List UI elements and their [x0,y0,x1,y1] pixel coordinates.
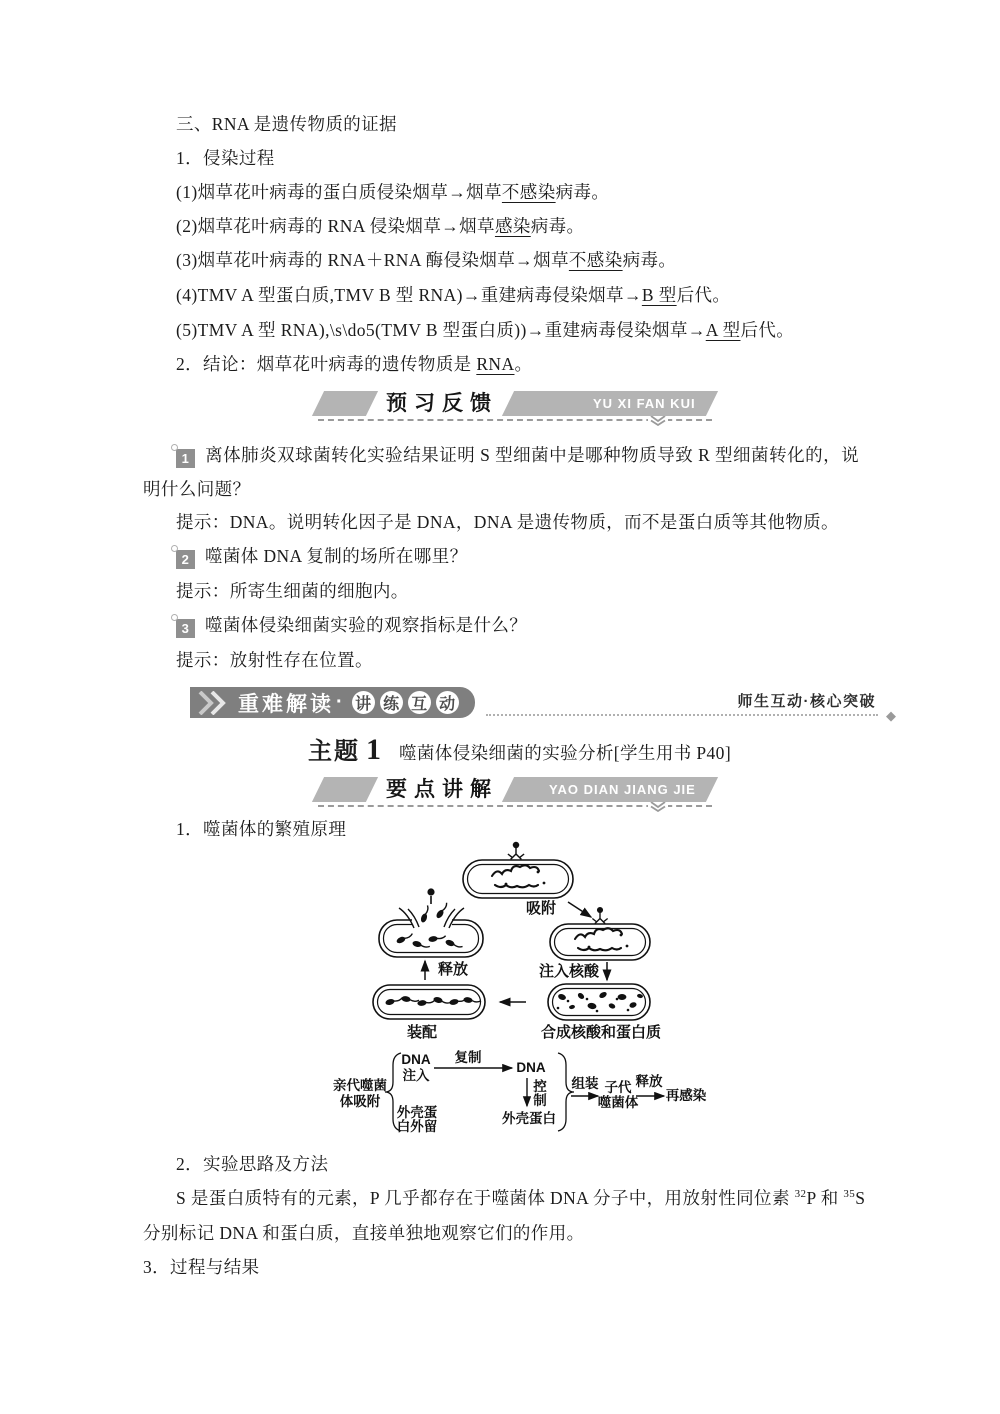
circle-char-4: 动 [436,691,459,714]
answer-1: 提示：DNA。说明转化因子是 DNA，DNA 是遗传物质，而不是蛋白质等其他物质。 [176,512,839,532]
item1-text: (1)烟草花叶病毒的蛋白质侵染烟草→烟草 [176,182,502,202]
question-2 [176,544,468,569]
question-3 [176,613,527,638]
question-1 [143,438,859,506]
conclusion-text: 2．结论：烟草花叶病毒的遗传物质是 [176,354,477,374]
process-result-title: 3．过程与结果 [143,1257,260,1277]
flow-coat-line2: 白外留 [396,1119,438,1134]
section-banner-right-label: 师生互动·核心突破 [737,693,876,710]
topic-heading [308,731,731,767]
item2-text: (2)烟草花叶病毒的 RNA 侵染烟草→烟草 [176,216,495,236]
preview-feedback-banner [318,391,712,421]
right-brace [558,1053,574,1131]
answer-3: 提示：放射性存在位置。 [176,650,373,670]
bacterium-adsorption [463,842,573,898]
section-banner-bar [190,687,475,718]
question-3-text: 噬菌体侵染细菌实验的观察指标是什么？ [205,615,528,635]
item5-text: (5)TMV A 型 RNA),\s\do5(TMV B 型蛋白质))→重建病毒侵染烟草→ [176,320,706,340]
question-1-text: 离体肺炎双球菌转化实验结果证明 S 型细菌中是哪种物质导致 R 型细菌转化的，说明什么问题？ [143,445,859,499]
infection-item-4 [176,283,730,307]
chevron-down-icon [648,416,668,426]
method-line1 [176,1186,865,1210]
item1-underlined: 不感染 [501,182,556,202]
isotope-32-sup: 32 [794,1188,807,1201]
item4-underlined: B 型 [641,285,677,305]
method-title: 2．实验思路及方法 [176,1154,329,1174]
flow-parent-line1: 亲代噬菌 [333,1078,387,1093]
conclusion-line [176,352,532,376]
banner-left-block [312,777,378,802]
circle-char-2: 练 [380,691,403,714]
flow-release-label: 释放 [635,1074,663,1089]
item3-tail: 病毒。 [622,250,677,270]
bacterium-inject [550,907,650,960]
infection-process-title: 1．侵染过程 [176,148,275,168]
dotted-rule [486,714,878,716]
topic-label: 主题 [308,738,360,765]
circle-char-3: 互 [408,691,431,714]
topic-number: 1 [366,733,381,766]
question-2-text: 噬菌体 DNA 复制的场所在哪里？ [205,546,468,566]
question-1-badge: 1 [176,449,195,468]
topic-title: 噬菌体侵染细菌的实验分析[学生用书 P40] [399,743,732,763]
flow-assemble-label: 组装 [571,1076,599,1091]
item3-underlined: 不感染 [568,250,623,270]
section-banner [0,687,1000,721]
isotope-35-sup: 35 [843,1188,856,1201]
bacterium-release [379,888,483,957]
adsorption-label: 吸附 [525,900,557,917]
banner-left-block [312,391,378,416]
key-points-title: 要点讲解 [386,778,498,801]
item1-tail: 病毒。 [555,182,610,202]
question-3-badge: 3 [176,619,195,638]
synthesis-label: 合成核酸和蛋白质 [540,1024,662,1041]
flow-reinfect: 再感染 [665,1088,707,1103]
infection-item-3 [176,248,676,272]
phage-cycle-diagram [300,840,760,1140]
flow-copy-label: 复制 [454,1050,482,1065]
flow-chart [333,1049,707,1134]
conclusion-tail: 。 [514,354,533,374]
flow-offspring-line1: 子代 [604,1080,632,1095]
assembly-label: 装配 [406,1024,438,1041]
key-points-banner [318,777,712,807]
item2-underlined: 感染 [494,216,531,236]
infection-item-1 [176,180,609,204]
flow-dna-inject-line1: DNA [401,1052,431,1067]
flow-control-top: 控 [533,1079,547,1094]
flow-coat-line1: 外壳蛋 [396,1105,438,1120]
principle-title: 1．噬菌体的繁殖原理 [176,819,347,839]
key-points-pinyin: YAO DIAN JIANG JIE [549,782,696,797]
item4-tail: 后代。 [676,285,731,305]
banner-band [502,777,718,802]
banner-dashed-line [318,805,712,807]
method-line2: 分别标记 DNA 和蛋白质，直接单独地观察它们的作用。 [143,1223,585,1243]
answer-2: 提示：所寄生细菌的细胞内。 [176,581,409,601]
bacterium-assembly [373,985,485,1019]
bacterium-synthesis [548,984,650,1020]
flow-control-bottom: 制 [533,1093,547,1108]
preview-feedback-title: 预习反馈 [386,392,498,415]
item4-text: (4)TMV A 型蛋白质,TMV B 型 RNA)→重建病毒侵染烟草→ [176,285,642,305]
item5-tail: 后代。 [740,320,795,340]
chevron-down-icon [648,802,668,812]
banner-band [502,391,718,416]
banner-dashed-line [318,419,712,421]
method-line1-end: S [855,1188,866,1208]
flow-offspring-line2: 噬菌体 [597,1095,639,1110]
item3-text: (3)烟草花叶病毒的 RNA＋RNA 酶侵染烟草→烟草 [176,250,569,270]
double-chevron-icon [198,691,228,715]
flow-dna-inject-line2: 注入 [402,1068,430,1083]
diamond-icon: ◆ [886,708,896,723]
release-label: 释放 [437,961,469,978]
method-line1-text: S 是蛋白质特有的元素，P 几乎都存在于噬菌体 DNA 分子中，用放射性同位素 [176,1188,795,1208]
item5-underlined: A 型 [705,320,741,340]
separator-dot: · [336,691,343,713]
item2-tail: 病毒。 [530,216,585,236]
method-line1-mid: P 和 [806,1188,844,1208]
flow-parent-line2: 体吸附 [339,1094,381,1109]
inject-label: 注入核酸 [538,963,600,980]
question-2-badge: 2 [176,550,195,569]
flow-dna: DNA [516,1060,546,1075]
conclusion-underlined: RNA [476,354,515,374]
infection-item-5 [176,318,794,342]
phage-icon [508,842,524,860]
preview-feedback-pinyin: YU XI FAN KUI [593,396,696,411]
infection-item-2 [176,214,584,238]
phage-icon [592,907,607,924]
rna-evidence-heading: 三、RNA 是遗传物质的证据 [176,114,397,134]
flow-coat-protein: 外壳蛋白 [502,1111,556,1126]
circle-char-1: 讲 [352,691,375,714]
section-banner-title: 重难解读 [238,692,334,716]
